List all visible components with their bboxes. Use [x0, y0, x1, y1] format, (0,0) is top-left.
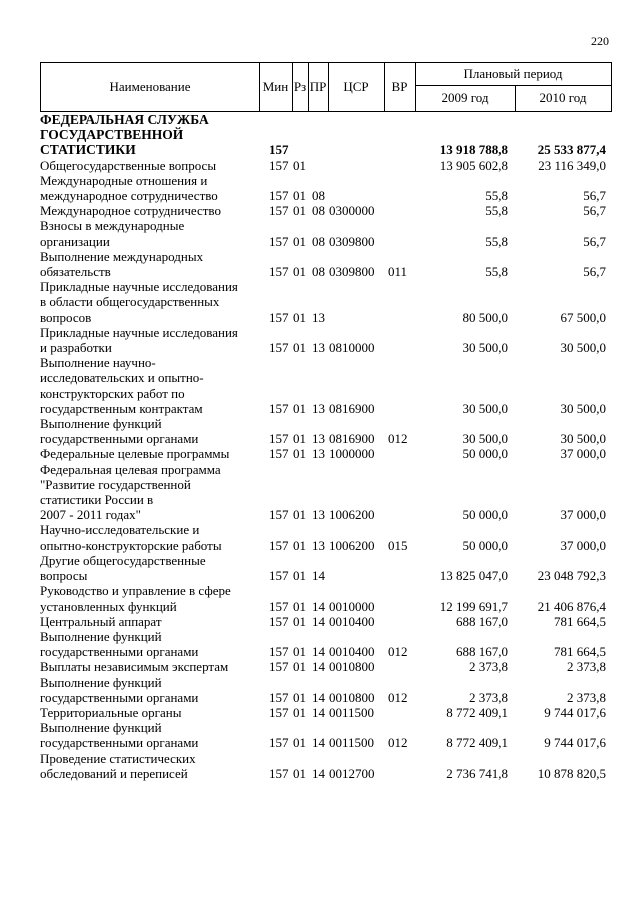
row-name: [40, 446, 262, 461]
row-name-line: международное сотрудничество: [40, 188, 218, 204]
row-name-line: Федеральная целевая программа: [40, 461, 221, 477]
row-min: 157: [269, 203, 289, 219]
row-name: [40, 203, 262, 218]
row-rz: 01: [293, 659, 306, 675]
row-value-2009: 12 199 691,7: [439, 598, 508, 614]
row-csr: 1000000: [329, 446, 375, 462]
row-rz: 01: [293, 340, 306, 356]
row-name: [40, 720, 262, 750]
row-name-line: вопросов: [40, 309, 92, 325]
row-vr: 012: [388, 689, 408, 705]
table-row: [40, 614, 612, 629]
row-pr: 14: [312, 689, 325, 705]
row-rz: 01: [293, 704, 306, 720]
row-csr: 0010000: [329, 598, 375, 614]
row-csr: 0010400: [329, 644, 375, 660]
row-value-2009: 50 000,0: [462, 537, 508, 553]
table-row: [40, 462, 612, 523]
row-name-line: Научно-исследовательские и: [40, 522, 200, 538]
row-value-2009: 2 373,8: [469, 659, 508, 675]
row-pr: 13: [312, 431, 325, 447]
header-csr: ЦСР: [343, 79, 369, 95]
page-number: 220: [591, 34, 609, 48]
row-name-line: организации: [40, 233, 110, 249]
row-min: 157: [269, 765, 289, 781]
row-name-line: Общегосударственные вопросы: [40, 157, 217, 173]
row-vr: 012: [388, 735, 408, 751]
row-value-2009: 688 167,0: [456, 613, 508, 629]
table-row: [40, 751, 612, 781]
row-pr: 08: [312, 203, 325, 219]
row-csr: 0810000: [329, 340, 375, 356]
row-name-line: государственными органами: [40, 689, 199, 705]
row-value-2010: 23 116 349,0: [538, 157, 606, 173]
row-value-2009: 30 500,0: [462, 431, 508, 447]
row-csr: 1006200: [329, 507, 375, 523]
row-name-line: Прикладные научные исследования: [40, 324, 238, 340]
row-name: [40, 355, 262, 416]
row-value-2009: 2 373,8: [469, 689, 508, 705]
row-value-2010: 9 744 017,6: [544, 704, 606, 720]
row-name: [40, 416, 262, 446]
header-vr: ВР: [391, 79, 408, 95]
row-name: [40, 583, 262, 613]
row-name-line: Выполнение функций: [40, 674, 162, 690]
table-row: [40, 705, 612, 720]
row-csr: 0010400: [329, 613, 375, 629]
row-pr: 14: [312, 644, 325, 660]
row-rz: 01: [293, 157, 306, 173]
row-rz: 01: [293, 188, 306, 204]
row-name-line: государственным контрактам: [40, 400, 203, 416]
row-value-2010: 2 373,8: [567, 659, 606, 675]
row-name-line: исследовательских и опытно-: [40, 370, 204, 386]
row-min: 157: [269, 507, 289, 523]
row-name: [40, 112, 262, 158]
row-min: 157: [269, 264, 289, 280]
row-min: 157: [269, 400, 289, 416]
row-value-2009: 55,8: [485, 188, 508, 204]
row-name-line: Прикладные научные исследования: [40, 279, 238, 295]
row-name-line: Международное сотрудничество: [40, 203, 221, 219]
row-pr: 08: [312, 233, 325, 249]
row-name-line: установленных функций: [40, 598, 177, 614]
row-value-2009: 2 736 741,8: [446, 765, 508, 781]
row-csr: 0012700: [329, 765, 375, 781]
row-name: [40, 614, 262, 629]
row-min: 157: [269, 613, 289, 629]
row-pr: 13: [312, 400, 325, 416]
header-rz: Рз: [293, 79, 307, 95]
row-value-2010: 30 500,0: [560, 340, 606, 356]
table-row: [40, 675, 612, 705]
row-value-2009: 688 167,0: [456, 644, 508, 660]
row-name-line: Федеральные целевые программы: [40, 446, 230, 462]
row-rz: 01: [293, 613, 306, 629]
row-value-2009: 30 500,0: [462, 340, 508, 356]
row-csr: 0010800: [329, 659, 375, 675]
row-name-line: ФЕДЕРАЛЬНАЯ СЛУЖБА: [40, 112, 209, 127]
row-csr: 0300000: [329, 203, 375, 219]
row-name-line: Выполнение научно-: [40, 355, 156, 371]
row-value-2010: 37 000,0: [560, 507, 606, 523]
table-row: [40, 629, 612, 659]
row-name-line: ГОСУДАРСТВЕННОЙ: [40, 127, 184, 143]
row-value-2010: 23 048 792,3: [537, 568, 606, 584]
table-row: [40, 522, 612, 552]
row-value-2009: 13 918 788,8: [439, 142, 508, 158]
row-value-2009: 80 500,0: [462, 309, 508, 325]
row-value-2010: 37 000,0: [560, 537, 606, 553]
row-min: 157: [269, 309, 289, 325]
row-rz: 01: [293, 689, 306, 705]
row-pr: 14: [312, 568, 325, 584]
row-rz: 01: [293, 568, 306, 584]
row-pr: 14: [312, 613, 325, 629]
row-value-2010: 56,7: [583, 264, 606, 280]
row-name: [40, 629, 262, 659]
row-value-2010: 37 000,0: [560, 446, 606, 462]
table-row: [40, 720, 612, 750]
row-name-line: в области общегосударственных: [40, 294, 220, 310]
row-name-line: Территориальные органы: [40, 704, 182, 720]
row-value-2009: 55,8: [485, 233, 508, 249]
table-row: [40, 279, 612, 325]
row-name: [40, 249, 262, 279]
row-vr: 012: [388, 644, 408, 660]
row-min: 157: [269, 340, 289, 356]
row-min: 157: [269, 704, 289, 720]
row-csr: 0309800: [329, 233, 375, 249]
row-value-2010: 30 500,0: [560, 400, 606, 416]
row-rz: 01: [293, 400, 306, 416]
row-min: 157: [269, 598, 289, 614]
row-value-2009: 13 905 602,8: [439, 157, 508, 173]
header-name: Наименование: [109, 79, 191, 95]
row-rz: 01: [293, 765, 306, 781]
table-row: [40, 583, 612, 613]
row-name-line: вопросы: [40, 568, 88, 584]
row-pr: 13: [312, 340, 325, 356]
row-value-2009: 50 000,0: [462, 446, 508, 462]
row-pr: 13: [312, 537, 325, 553]
row-min: 157: [269, 446, 289, 462]
row-name: [40, 659, 262, 674]
row-name-line: Руководство и управление в сфере: [40, 583, 231, 599]
table-row: [40, 158, 612, 173]
table-row: [40, 446, 612, 461]
row-pr: 08: [312, 188, 325, 204]
row-name-line: Выполнение функций: [40, 720, 162, 736]
row-pr: 14: [312, 704, 325, 720]
row-min: 157: [269, 735, 289, 751]
row-rz: 01: [293, 264, 306, 280]
row-value-2009: 55,8: [485, 203, 508, 219]
row-vr: 015: [388, 537, 408, 553]
table-row: [40, 249, 612, 279]
row-name-line: и разработки: [40, 340, 112, 356]
row-csr: 0010800: [329, 689, 375, 705]
row-min: 157: [269, 659, 289, 675]
row-value-2010: 56,7: [583, 203, 606, 219]
row-name-line: Выплаты независимым экспертам: [40, 659, 229, 675]
row-value-2010: 2 373,8: [567, 689, 606, 705]
row-value-2010: 781 664,5: [554, 644, 606, 660]
row-name-line: государственными органами: [40, 431, 199, 447]
row-pr: 14: [312, 765, 325, 781]
row-name: [40, 325, 262, 355]
row-rz: 01: [293, 537, 306, 553]
row-min: 157: [269, 644, 289, 660]
row-csr: 0011500: [329, 704, 375, 720]
row-name: [40, 705, 262, 720]
table-row: [40, 203, 612, 218]
row-name-line: Международные отношения и: [40, 172, 208, 188]
header-planned-period: Плановый период: [463, 66, 563, 82]
row-csr: 0816900: [329, 400, 375, 416]
row-min: 157: [269, 142, 289, 158]
row-value-2010: 56,7: [583, 188, 606, 204]
table-header: [40, 62, 612, 112]
row-name: [40, 462, 262, 523]
row-name-line: государственными органами: [40, 735, 199, 751]
row-value-2009: 8 772 409,1: [446, 735, 508, 751]
row-name-line: Выполнение функций: [40, 416, 162, 432]
table-row: [40, 173, 612, 203]
row-pr: 14: [312, 598, 325, 614]
row-name-line: СТАТИСТИКИ: [40, 142, 136, 158]
table-row: [40, 355, 612, 416]
row-min: 157: [269, 157, 289, 173]
row-name-line: государственными органами: [40, 644, 199, 660]
row-min: 157: [269, 188, 289, 204]
row-rz: 01: [293, 233, 306, 249]
row-value-2010: 781 664,5: [554, 613, 606, 629]
row-value-2010: 67 500,0: [560, 309, 606, 325]
row-name-line: Другие общегосударственные: [40, 552, 206, 568]
row-name-line: "Развитие государственной: [40, 476, 191, 492]
row-value-2009: 55,8: [485, 264, 508, 280]
row-pr: 13: [312, 309, 325, 325]
row-csr: 0816900: [329, 431, 375, 447]
row-value-2010: 10 878 820,5: [537, 765, 606, 781]
header-year-2009: 2009 год: [441, 90, 489, 106]
row-csr: 1006200: [329, 537, 375, 553]
row-value-2009: 8 772 409,1: [446, 704, 508, 720]
row-value-2010: 56,7: [583, 233, 606, 249]
table-body: [40, 112, 612, 781]
table-row: [40, 416, 612, 446]
row-name: [40, 158, 262, 173]
row-csr: 0011500: [329, 735, 375, 751]
row-rz: 01: [293, 598, 306, 614]
header-pr: ПР: [309, 79, 327, 95]
row-name-line: Выполнение функций: [40, 628, 162, 644]
row-value-2010: 25 533 877,4: [537, 142, 606, 158]
row-csr: 0309800: [329, 264, 375, 280]
row-name-line: статистики России в: [40, 492, 154, 508]
row-name-line: обследований и переписей: [40, 765, 188, 781]
row-name: [40, 522, 262, 552]
row-min: 157: [269, 689, 289, 705]
table-row: [40, 659, 612, 674]
header-min: Мин: [262, 79, 289, 95]
row-name-line: Центральный аппарат: [40, 613, 162, 629]
table-row: [40, 325, 612, 355]
row-name: [40, 218, 262, 248]
row-name-line: Выполнение международных: [40, 248, 204, 264]
row-value-2010: 21 406 876,4: [537, 598, 606, 614]
row-min: 157: [269, 233, 289, 249]
row-rz: 01: [293, 446, 306, 462]
row-min: 157: [269, 568, 289, 584]
row-vr: 011: [388, 264, 408, 280]
row-name-line: Проведение статистических: [40, 750, 196, 766]
row-value-2009: 30 500,0: [462, 400, 508, 416]
row-name: [40, 173, 262, 203]
row-pr: 08: [312, 264, 325, 280]
row-rz: 01: [293, 507, 306, 523]
row-name: [40, 675, 262, 705]
table-row: [40, 218, 612, 248]
row-name-line: опытно-конструкторские работы: [40, 537, 222, 553]
header-year-2010: 2010 год: [539, 90, 587, 106]
row-name: [40, 279, 262, 325]
row-name-line: конструкторских работ по: [40, 385, 185, 401]
row-name: [40, 553, 262, 583]
row-vr: 012: [388, 431, 408, 447]
row-value-2009: 13 825 047,0: [439, 568, 508, 584]
row-value-2009: 50 000,0: [462, 507, 508, 523]
row-min: 157: [269, 537, 289, 553]
row-rz: 01: [293, 431, 306, 447]
row-rz: 01: [293, 644, 306, 660]
row-name-line: Взносы в международные: [40, 218, 185, 234]
row-name-line: обязательств: [40, 264, 111, 280]
row-name: [40, 751, 262, 781]
row-name-line: 2007 - 2011 годах": [40, 507, 141, 523]
row-value-2010: 30 500,0: [560, 431, 606, 447]
row-rz: 01: [293, 203, 306, 219]
table-row: [40, 112, 612, 158]
row-rz: 01: [293, 735, 306, 751]
row-pr: 14: [312, 659, 325, 675]
row-min: 157: [269, 431, 289, 447]
row-pr: 13: [312, 446, 325, 462]
row-pr: 13: [312, 507, 325, 523]
row-value-2010: 9 744 017,6: [544, 735, 606, 751]
row-rz: 01: [293, 309, 306, 325]
table-row: [40, 553, 612, 583]
row-pr: 14: [312, 735, 325, 751]
